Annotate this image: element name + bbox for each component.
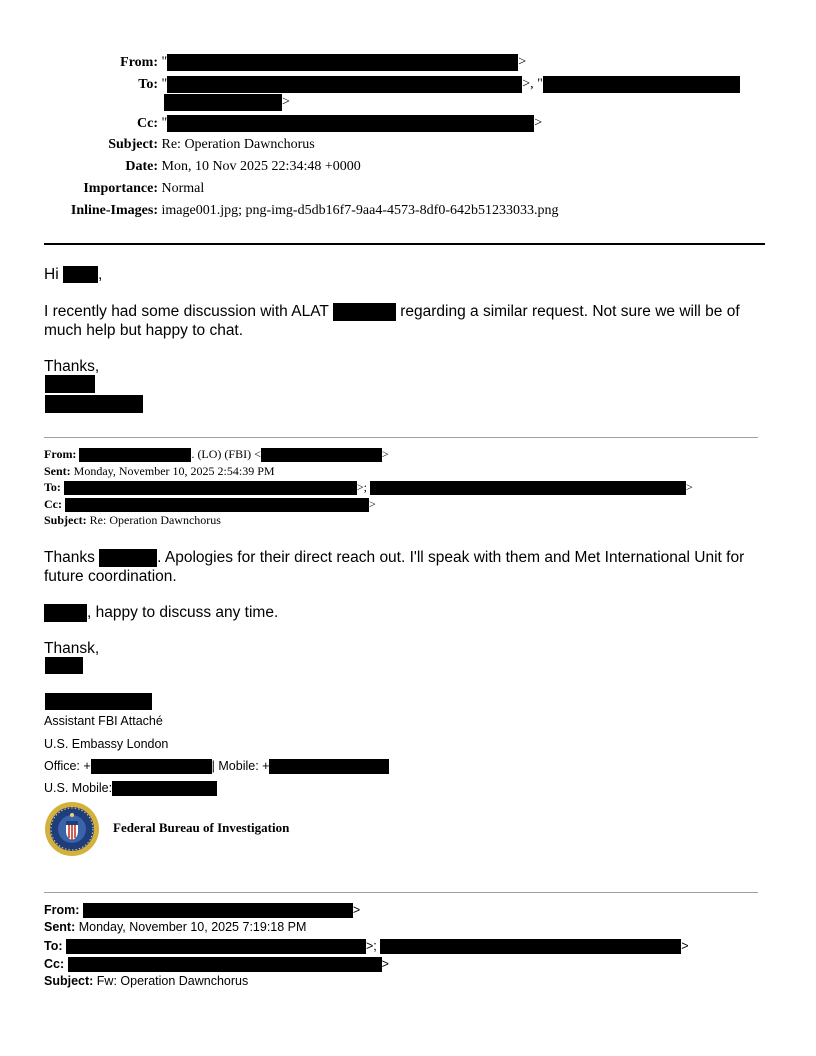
msg2-subject-row [44,514,221,527]
to-label: To: [44,480,61,494]
msg2-line-1 [44,548,744,567]
greeting [44,265,102,284]
msg3-from-row [44,903,360,918]
redacted-block [66,939,366,954]
quote-mark: " [161,54,168,70]
header-to-continuation [164,94,290,111]
cc-label: Cc: [44,497,62,511]
msg2-line-2: future coordination. [44,568,177,585]
redacted-block [99,549,157,567]
sig-org: U.S. Embassy London [44,737,169,751]
msg2-cc-row [44,498,376,512]
text-part: regarding a similar request. Not sure we will be of [400,303,740,320]
header-date-row [0,159,361,175]
subject-value: Re: Operation Dawnchorus [89,513,221,527]
redacted-block [45,395,143,413]
redacted-block [380,939,681,954]
angle-close: > [534,115,543,131]
fbi-seal-icon [44,801,100,860]
msg2-from-row [44,448,389,462]
greeting-prefix: Hi [44,266,59,283]
greeting-suffix: , [97,266,103,283]
inline-images-value: image001.jpg; png-img-d5db16f7-9aa4-4573-8df0-642b51233033.png [161,203,559,218]
msg3-cc-row [44,957,389,972]
header-subject-row [0,137,315,153]
subject-label: Subject: [108,137,158,152]
header-to-row [0,76,740,93]
redacted-block [167,76,522,93]
redacted-block [261,448,382,462]
sig-title: Assistant FBI Attaché [44,714,163,728]
signature-redacted [45,375,143,413]
redacted-block [83,903,353,918]
from-label: From: [120,54,158,70]
redacted-block [45,693,152,710]
cc-label: Cc: [137,115,158,131]
redacted-block [167,54,518,71]
redacted-block [44,604,87,622]
text-part: I recently had some discussion with ALAT [44,303,329,320]
msg2-signoff: Thansk, [44,640,100,657]
quote-mark: " [161,115,168,131]
sent-label: Sent: [44,464,71,478]
redacted-block [45,375,95,393]
redacted-block [91,759,212,774]
sent-label: Sent: [44,920,76,934]
sig-phones [44,759,389,774]
redacted-block [63,266,98,283]
msg2-to-row [44,481,693,495]
redacted-block [333,303,396,321]
signoff: Thanks, [44,358,100,375]
angle-close: > [352,902,361,917]
header-from-row [0,54,526,71]
importance-label: Importance: [83,181,158,196]
sent-value: Monday, November 10, 2025 7:19:18 PM [78,920,307,934]
from-label: From: [44,447,77,461]
angle-close: > [381,956,389,971]
header-cc-row [0,115,542,132]
text-part: Thanks [44,549,95,566]
redacted-block [543,76,740,93]
message-1-line-2: much help but happy to chat. [44,322,244,339]
mobile-label: | Mobile: + [211,759,270,773]
from-mid: . (LO) (FBI) < [191,447,261,461]
quote-mark: " [161,76,168,92]
text-part: , happy to discuss any time. [87,604,279,621]
msg2-sent-row [44,465,275,478]
subject-value: Fw: Operation Dawnchorus [96,974,249,988]
inline-images-label: Inline-Images: [70,203,158,218]
redacted-block [164,94,282,111]
redacted-block [68,957,382,972]
redacted-block [112,781,217,796]
to-label: To: [138,76,158,92]
header-inline-images-row [0,203,559,219]
separator: >; [356,480,368,494]
message-divider [44,892,758,893]
angle-close: > [686,480,693,494]
header-divider [44,243,765,245]
office-label: Office: + [44,759,91,773]
separator: >; [366,938,377,953]
to-label: To: [44,938,63,953]
cc-label: Cc: [44,956,65,971]
redacted-block [64,481,357,495]
text-part: . Apologies for their direct reach out. I'll speak with them and Met International Unit for [157,549,745,566]
msg3-subject-row [44,975,248,988]
angle-close: > [369,497,376,511]
sent-value: Monday, November 10, 2025 2:54:39 PM [73,464,275,478]
separator: >, " [522,76,543,92]
sig-us-mobile [44,781,217,796]
us-mobile-label: U.S. Mobile: [44,781,113,795]
message-divider [44,437,758,438]
date-value: Mon, 10 Nov 2025 22:34:48 +0000 [161,159,361,174]
from-label: From: [44,902,80,917]
sig-name-redacted [45,693,152,710]
msg3-to-row [44,939,689,954]
msg2-line-3 [44,603,278,622]
message-1-line-1 [44,302,740,321]
subject-value: Re: Operation Dawnchorus [161,137,315,152]
angle-close: > [282,94,290,110]
redacted-block [269,759,389,774]
subject-label: Subject: [44,974,94,988]
msg2-signoff-redacted [45,657,83,674]
redacted-block [167,115,534,132]
redacted-block [45,657,83,674]
angle-close: > [381,447,389,461]
date-label: Date: [125,159,158,174]
redacted-block [370,481,686,495]
agency-name: Federal Bureau of Investigation [113,820,290,835]
angle-close: > [518,54,527,70]
msg3-sent-row [44,921,306,934]
angle-close: > [681,938,689,953]
redacted-block [79,448,191,462]
header-importance-row [0,181,204,197]
redacted-block [65,498,369,512]
importance-value: Normal [161,181,205,196]
subject-label: Subject: [44,513,87,527]
fbi-seal-icon [44,801,100,857]
